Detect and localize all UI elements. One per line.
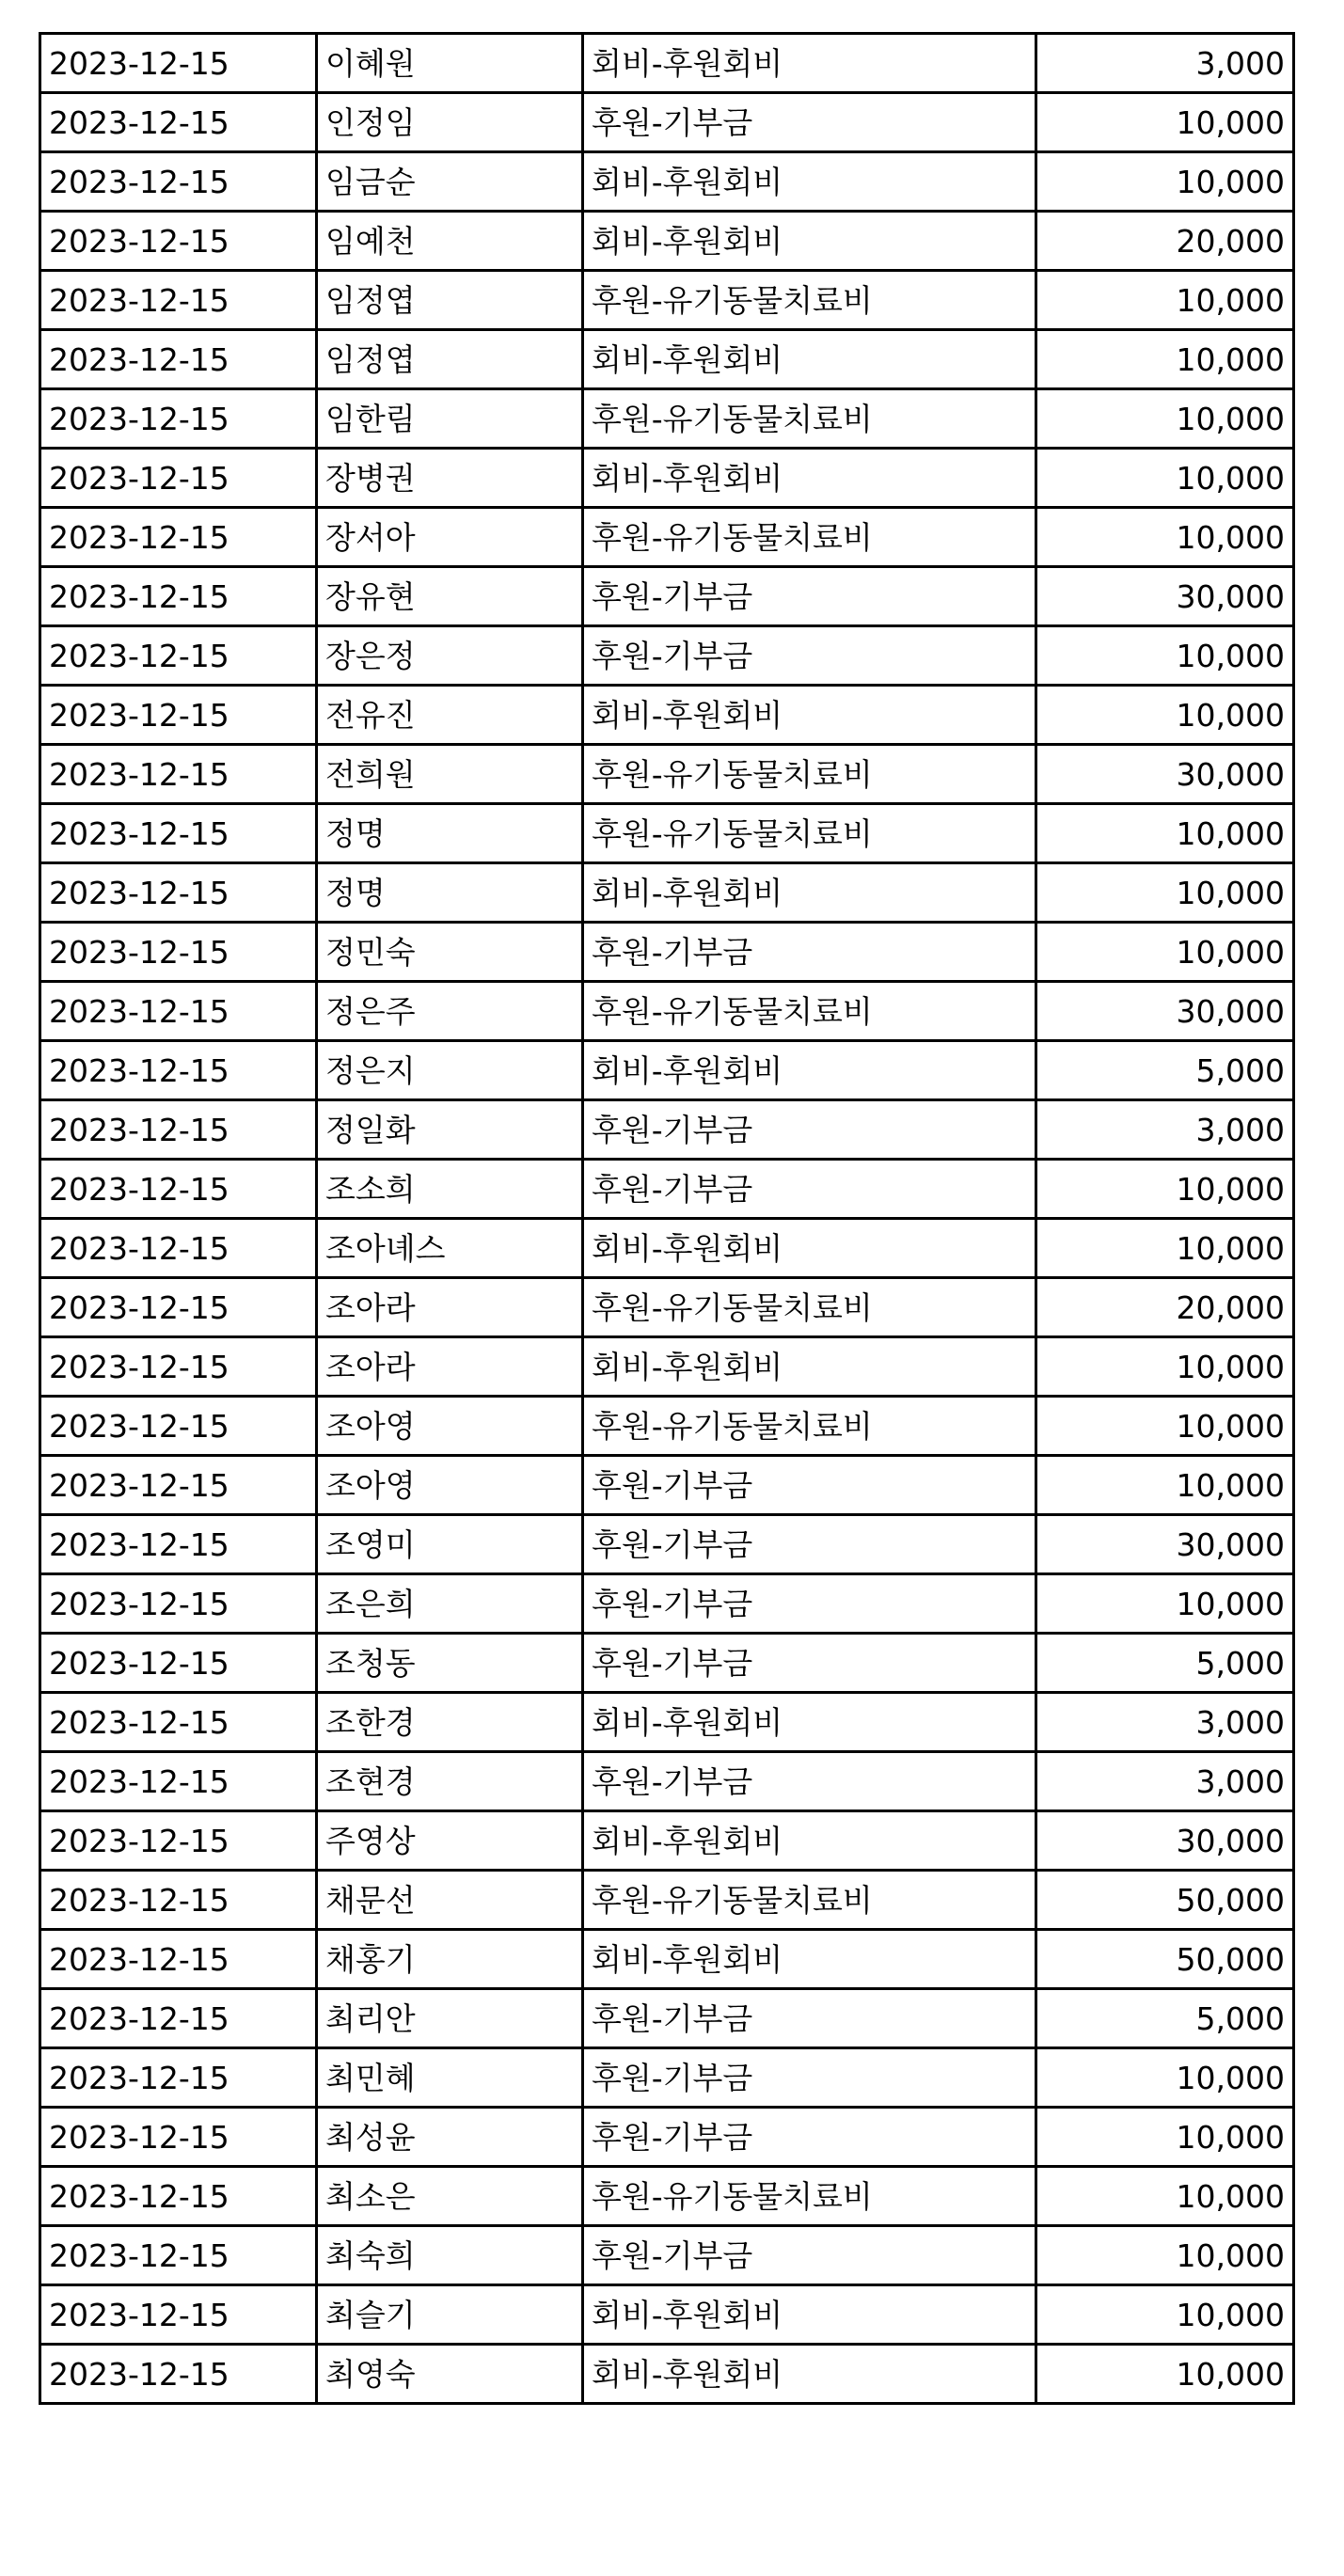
table-row	[40, 2048, 1294, 2108]
donor-name-cell: 이혜원	[317, 34, 583, 93]
date-cell: 2023-12-15	[40, 1278, 317, 1337]
table-row	[40, 1515, 1294, 1574]
amount-cell: 20,000	[1036, 1278, 1294, 1337]
donation-ledger-table	[39, 32, 1295, 2405]
table-row	[40, 745, 1294, 804]
table-row	[40, 212, 1294, 271]
table-row	[40, 2167, 1294, 2226]
amount-cell: 30,000	[1036, 1811, 1294, 1871]
amount-cell: 10,000	[1036, 2167, 1294, 2226]
date-cell: 2023-12-15	[40, 686, 317, 745]
date-cell: 2023-12-15	[40, 1752, 317, 1811]
donor-name-cell: 임금순	[317, 152, 583, 212]
date-cell: 2023-12-15	[40, 1693, 317, 1752]
category-cell: 후원-유기동물치료비	[583, 389, 1036, 449]
date-cell: 2023-12-15	[40, 982, 317, 1041]
table-row	[40, 1219, 1294, 1278]
date-cell: 2023-12-15	[40, 1634, 317, 1693]
table-row	[40, 2108, 1294, 2167]
amount-cell: 10,000	[1036, 2285, 1294, 2345]
date-cell: 2023-12-15	[40, 1515, 317, 1574]
donor-name-cell: 임정엽	[317, 271, 583, 330]
table-row	[40, 34, 1294, 93]
table-row	[40, 1634, 1294, 1693]
amount-cell: 3,000	[1036, 1752, 1294, 1811]
amount-cell: 3,000	[1036, 1693, 1294, 1752]
category-cell: 회비-후원회비	[583, 212, 1036, 271]
donor-name-cell: 장유현	[317, 567, 583, 626]
donor-name-cell: 임정엽	[317, 330, 583, 389]
donor-name-cell: 채홍기	[317, 1930, 583, 1989]
date-cell: 2023-12-15	[40, 2226, 317, 2285]
donor-name-cell: 조현경	[317, 1752, 583, 1811]
category-cell: 후원-기부금	[583, 626, 1036, 686]
amount-cell: 5,000	[1036, 1989, 1294, 2048]
category-cell: 후원-기부금	[583, 923, 1036, 982]
amount-cell: 30,000	[1036, 1515, 1294, 1574]
donor-name-cell: 최성윤	[317, 2108, 583, 2167]
donor-name-cell: 조은희	[317, 1574, 583, 1634]
donor-name-cell: 조아녜스	[317, 1219, 583, 1278]
donor-name-cell: 정명	[317, 863, 583, 923]
table-row	[40, 1574, 1294, 1634]
date-cell: 2023-12-15	[40, 804, 317, 863]
date-cell: 2023-12-15	[40, 863, 317, 923]
date-cell: 2023-12-15	[40, 1871, 317, 1930]
category-cell: 회비-후원회비	[583, 863, 1036, 923]
donor-name-cell: 조청동	[317, 1634, 583, 1693]
donor-name-cell: 최영숙	[317, 2345, 583, 2404]
table-row	[40, 1871, 1294, 1930]
table-row	[40, 626, 1294, 686]
amount-cell: 20,000	[1036, 212, 1294, 271]
table-row	[40, 1041, 1294, 1100]
date-cell: 2023-12-15	[40, 93, 317, 152]
amount-cell: 3,000	[1036, 34, 1294, 93]
category-cell: 후원-기부금	[583, 1634, 1036, 1693]
table-row	[40, 1100, 1294, 1160]
amount-cell: 10,000	[1036, 93, 1294, 152]
ledger-body	[40, 34, 1294, 2404]
table-row	[40, 508, 1294, 567]
category-cell: 후원-기부금	[583, 1515, 1036, 1574]
amount-cell: 10,000	[1036, 449, 1294, 508]
table-row	[40, 389, 1294, 449]
date-cell: 2023-12-15	[40, 449, 317, 508]
donor-name-cell: 최리안	[317, 1989, 583, 2048]
date-cell: 2023-12-15	[40, 1160, 317, 1219]
date-cell: 2023-12-15	[40, 271, 317, 330]
date-cell: 2023-12-15	[40, 567, 317, 626]
amount-cell: 10,000	[1036, 2048, 1294, 2108]
date-cell: 2023-12-15	[40, 34, 317, 93]
amount-cell: 10,000	[1036, 1456, 1294, 1515]
date-cell: 2023-12-15	[40, 330, 317, 389]
date-cell: 2023-12-15	[40, 2167, 317, 2226]
date-cell: 2023-12-15	[40, 1930, 317, 1989]
donor-name-cell: 장서아	[317, 508, 583, 567]
donor-name-cell: 조한경	[317, 1693, 583, 1752]
table-row	[40, 1752, 1294, 1811]
donor-name-cell: 조아라	[317, 1278, 583, 1337]
category-cell: 회비-후원회비	[583, 1811, 1036, 1871]
category-cell: 후원-기부금	[583, 93, 1036, 152]
table-row	[40, 1930, 1294, 1989]
table-row	[40, 449, 1294, 508]
category-cell: 후원-기부금	[583, 2108, 1036, 2167]
date-cell: 2023-12-15	[40, 1219, 317, 1278]
category-cell: 후원-기부금	[583, 2048, 1036, 2108]
amount-cell: 30,000	[1036, 745, 1294, 804]
table-row	[40, 804, 1294, 863]
category-cell: 회비-후원회비	[583, 1041, 1036, 1100]
table-row	[40, 923, 1294, 982]
date-cell: 2023-12-15	[40, 1337, 317, 1397]
category-cell: 후원-기부금	[583, 1989, 1036, 2048]
date-cell: 2023-12-15	[40, 212, 317, 271]
date-cell: 2023-12-15	[40, 1811, 317, 1871]
table-row	[40, 2285, 1294, 2345]
category-cell: 회비-후원회비	[583, 152, 1036, 212]
table-row	[40, 1693, 1294, 1752]
donor-name-cell: 장은정	[317, 626, 583, 686]
table-row	[40, 93, 1294, 152]
date-cell: 2023-12-15	[40, 2285, 317, 2345]
donor-name-cell: 인정임	[317, 93, 583, 152]
amount-cell: 10,000	[1036, 1160, 1294, 1219]
amount-cell: 10,000	[1036, 686, 1294, 745]
donor-name-cell: 조아라	[317, 1337, 583, 1397]
amount-cell: 10,000	[1036, 389, 1294, 449]
donor-name-cell: 조영미	[317, 1515, 583, 1574]
category-cell: 후원-유기동물치료비	[583, 1397, 1036, 1456]
table-row	[40, 152, 1294, 212]
table-row	[40, 1811, 1294, 1871]
category-cell: 회비-후원회비	[583, 1219, 1036, 1278]
category-cell: 후원-유기동물치료비	[583, 804, 1036, 863]
date-cell: 2023-12-15	[40, 152, 317, 212]
category-cell: 회비-후원회비	[583, 330, 1036, 389]
table-row	[40, 686, 1294, 745]
category-cell: 회비-후원회비	[583, 2285, 1036, 2345]
donor-name-cell: 조아영	[317, 1456, 583, 1515]
amount-cell: 10,000	[1036, 508, 1294, 567]
date-cell: 2023-12-15	[40, 1041, 317, 1100]
date-cell: 2023-12-15	[40, 1397, 317, 1456]
donor-name-cell: 조아영	[317, 1397, 583, 1456]
category-cell: 후원-유기동물치료비	[583, 982, 1036, 1041]
category-cell: 회비-후원회비	[583, 2345, 1036, 2404]
date-cell: 2023-12-15	[40, 923, 317, 982]
donor-name-cell: 최소은	[317, 2167, 583, 2226]
category-cell: 후원-기부금	[583, 1100, 1036, 1160]
amount-cell: 10,000	[1036, 2226, 1294, 2285]
category-cell: 회비-후원회비	[583, 686, 1036, 745]
amount-cell: 10,000	[1036, 2108, 1294, 2167]
donor-name-cell: 채문선	[317, 1871, 583, 1930]
amount-cell: 10,000	[1036, 804, 1294, 863]
donor-name-cell: 최슬기	[317, 2285, 583, 2345]
table-row	[40, 1337, 1294, 1397]
category-cell: 회비-후원회비	[583, 1930, 1036, 1989]
table-row	[40, 330, 1294, 389]
donor-name-cell: 주영상	[317, 1811, 583, 1871]
donor-name-cell: 최민혜	[317, 2048, 583, 2108]
category-cell: 후원-유기동물치료비	[583, 1871, 1036, 1930]
donor-name-cell: 전유진	[317, 686, 583, 745]
amount-cell: 10,000	[1036, 1574, 1294, 1634]
donor-name-cell: 정명	[317, 804, 583, 863]
category-cell: 후원-기부금	[583, 1752, 1036, 1811]
table-row	[40, 567, 1294, 626]
amount-cell: 10,000	[1036, 271, 1294, 330]
donor-name-cell: 임한림	[317, 389, 583, 449]
category-cell: 후원-기부금	[583, 2226, 1036, 2285]
amount-cell: 30,000	[1036, 982, 1294, 1041]
category-cell: 후원-유기동물치료비	[583, 1278, 1036, 1337]
table-row	[40, 1397, 1294, 1456]
amount-cell: 5,000	[1036, 1041, 1294, 1100]
date-cell: 2023-12-15	[40, 2048, 317, 2108]
date-cell: 2023-12-15	[40, 2345, 317, 2404]
category-cell: 후원-유기동물치료비	[583, 508, 1036, 567]
date-cell: 2023-12-15	[40, 1100, 317, 1160]
amount-cell: 30,000	[1036, 567, 1294, 626]
table-row	[40, 271, 1294, 330]
table-row	[40, 1989, 1294, 2048]
amount-cell: 10,000	[1036, 152, 1294, 212]
date-cell: 2023-12-15	[40, 389, 317, 449]
donor-name-cell: 전희원	[317, 745, 583, 804]
donor-name-cell: 장병권	[317, 449, 583, 508]
table-row	[40, 1456, 1294, 1515]
amount-cell: 10,000	[1036, 863, 1294, 923]
donor-name-cell: 정일화	[317, 1100, 583, 1160]
date-cell: 2023-12-15	[40, 1456, 317, 1515]
category-cell: 후원-유기동물치료비	[583, 2167, 1036, 2226]
category-cell: 회비-후원회비	[583, 34, 1036, 93]
category-cell: 후원-기부금	[583, 1456, 1036, 1515]
category-cell: 후원-유기동물치료비	[583, 271, 1036, 330]
date-cell: 2023-12-15	[40, 745, 317, 804]
category-cell: 회비-후원회비	[583, 1693, 1036, 1752]
table-row	[40, 2226, 1294, 2285]
amount-cell: 10,000	[1036, 330, 1294, 389]
category-cell: 후원-유기동물치료비	[583, 745, 1036, 804]
category-cell: 후원-기부금	[583, 567, 1036, 626]
date-cell: 2023-12-15	[40, 626, 317, 686]
donor-name-cell: 조소희	[317, 1160, 583, 1219]
donor-name-cell: 정은주	[317, 982, 583, 1041]
category-cell: 후원-기부금	[583, 1574, 1036, 1634]
amount-cell: 10,000	[1036, 1337, 1294, 1397]
amount-cell: 3,000	[1036, 1100, 1294, 1160]
amount-cell: 10,000	[1036, 626, 1294, 686]
table-row	[40, 2345, 1294, 2404]
amount-cell: 5,000	[1036, 1634, 1294, 1693]
amount-cell: 10,000	[1036, 2345, 1294, 2404]
category-cell: 회비-후원회비	[583, 1337, 1036, 1397]
donor-name-cell: 정은지	[317, 1041, 583, 1100]
donor-name-cell: 최숙희	[317, 2226, 583, 2285]
amount-cell: 50,000	[1036, 1930, 1294, 1989]
amount-cell: 10,000	[1036, 1219, 1294, 1278]
table-row	[40, 1160, 1294, 1219]
category-cell: 후원-기부금	[583, 1160, 1036, 1219]
table-row	[40, 1278, 1294, 1337]
donor-name-cell: 정민숙	[317, 923, 583, 982]
amount-cell: 10,000	[1036, 923, 1294, 982]
donor-name-cell: 임예천	[317, 212, 583, 271]
date-cell: 2023-12-15	[40, 508, 317, 567]
date-cell: 2023-12-15	[40, 1989, 317, 2048]
category-cell: 회비-후원회비	[583, 449, 1036, 508]
table-row	[40, 982, 1294, 1041]
amount-cell: 10,000	[1036, 1397, 1294, 1456]
amount-cell: 50,000	[1036, 1871, 1294, 1930]
table-row	[40, 863, 1294, 923]
date-cell: 2023-12-15	[40, 2108, 317, 2167]
date-cell: 2023-12-15	[40, 1574, 317, 1634]
